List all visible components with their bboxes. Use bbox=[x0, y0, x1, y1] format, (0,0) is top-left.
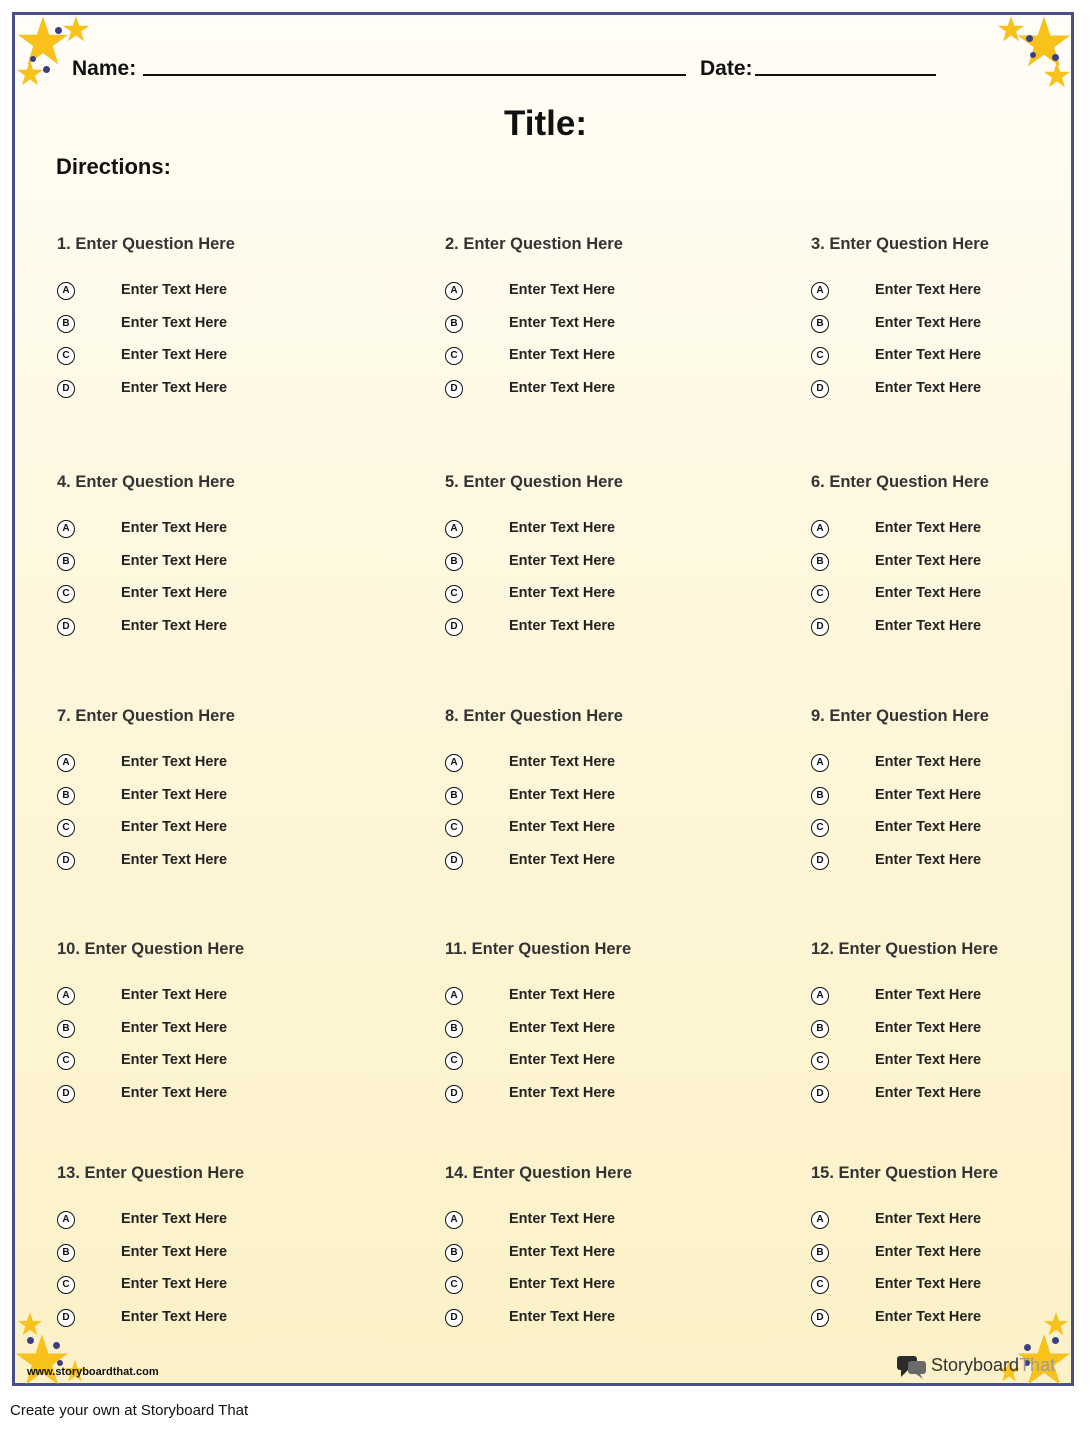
answer-option[interactable] bbox=[811, 380, 1091, 402]
star-icon bbox=[1018, 16, 1070, 68]
answer-bubble[interactable]: A bbox=[811, 520, 829, 538]
question-title: 6. Enter Question Here bbox=[811, 473, 989, 491]
question-title: 9. Enter Question Here bbox=[811, 707, 989, 725]
answer-text: Enter Text Here bbox=[121, 282, 228, 298]
answer-bubble[interactable]: A bbox=[57, 282, 75, 300]
answer-option[interactable] bbox=[811, 1244, 1091, 1266]
answer-text: Enter Text Here bbox=[875, 819, 982, 835]
dot-decoration bbox=[1026, 35, 1033, 42]
answer-option[interactable] bbox=[445, 520, 765, 542]
answer-option[interactable] bbox=[445, 987, 765, 1009]
answer-text: Enter Text Here bbox=[121, 1308, 228, 1325]
answer-option[interactable] bbox=[445, 315, 765, 337]
dot-decoration bbox=[1030, 52, 1036, 58]
answer-option[interactable] bbox=[57, 787, 377, 809]
answer-text: Enter Text Here bbox=[509, 282, 616, 298]
answer-bubble[interactable]: C bbox=[811, 585, 829, 603]
answer-text: Enter Text Here bbox=[509, 754, 616, 770]
answer-option[interactable] bbox=[445, 1276, 765, 1298]
answer-bubble[interactable]: A bbox=[811, 282, 829, 300]
answer-option[interactable] bbox=[57, 754, 377, 776]
answer-text: Enter Text Here bbox=[509, 617, 616, 634]
answer-text: Enter Text Here bbox=[121, 754, 228, 770]
answer-option[interactable] bbox=[445, 618, 765, 640]
answer-text: Enter Text Here bbox=[509, 1243, 616, 1260]
answer-option[interactable] bbox=[445, 1244, 765, 1266]
star-icon bbox=[1044, 62, 1070, 88]
answer-bubble[interactable]: B bbox=[57, 1020, 75, 1038]
watermark-url: www.storyboardthat.com bbox=[27, 1366, 159, 1378]
answer-text: Enter Text Here bbox=[509, 1084, 616, 1101]
speech-bubbles-icon bbox=[896, 1354, 928, 1380]
answer-text: Enter Text Here bbox=[121, 347, 228, 363]
answer-bubble[interactable]: B bbox=[445, 315, 463, 333]
answer-bubble[interactable]: B bbox=[811, 315, 829, 333]
answer-option[interactable] bbox=[811, 553, 1091, 575]
answer-text: Enter Text Here bbox=[509, 520, 616, 536]
directions-label: Directions: bbox=[56, 154, 171, 179]
answer-bubble[interactable]: A bbox=[445, 1211, 463, 1229]
answer-text: Enter Text Here bbox=[121, 1084, 228, 1101]
answer-text: Enter Text Here bbox=[121, 851, 228, 868]
page-title: Title: bbox=[504, 104, 587, 143]
question-title: 13. Enter Question Here bbox=[57, 1164, 245, 1182]
answer-text: Enter Text Here bbox=[875, 786, 982, 803]
answer-bubble[interactable]: A bbox=[57, 754, 75, 772]
question-10 bbox=[57, 940, 387, 1140]
answer-bubble[interactable]: B bbox=[445, 553, 463, 571]
question-title: 3. Enter Question Here bbox=[811, 235, 989, 253]
answer-option[interactable] bbox=[811, 819, 1091, 841]
answer-text: Enter Text Here bbox=[875, 282, 982, 298]
answer-text: Enter Text Here bbox=[509, 1211, 616, 1227]
answer-bubble[interactable]: B bbox=[57, 315, 75, 333]
answer-text: Enter Text Here bbox=[875, 987, 982, 1003]
answer-option[interactable] bbox=[57, 1020, 377, 1042]
answer-option[interactable] bbox=[57, 618, 377, 640]
answer-text: Enter Text Here bbox=[121, 1276, 228, 1292]
answer-text: Enter Text Here bbox=[121, 1052, 228, 1068]
answer-option[interactable] bbox=[445, 1309, 765, 1331]
answer-bubble[interactable]: C bbox=[57, 819, 75, 837]
question-15 bbox=[811, 1164, 1091, 1364]
answer-text: Enter Text Here bbox=[875, 617, 982, 634]
answer-text: Enter Text Here bbox=[875, 585, 982, 601]
question-11 bbox=[445, 940, 775, 1140]
answer-text: Enter Text Here bbox=[121, 1211, 228, 1227]
answer-option[interactable] bbox=[811, 315, 1091, 337]
dot-decoration bbox=[55, 27, 62, 34]
answer-option[interactable] bbox=[57, 1276, 377, 1298]
answer-text: Enter Text Here bbox=[509, 851, 616, 868]
answer-text: Enter Text Here bbox=[121, 617, 228, 634]
question-title: 15. Enter Question Here bbox=[811, 1164, 999, 1182]
answer-option[interactable] bbox=[57, 987, 377, 1009]
answer-option[interactable] bbox=[811, 1052, 1091, 1074]
answer-option[interactable] bbox=[445, 852, 765, 874]
answer-bubble[interactable]: D bbox=[57, 852, 75, 870]
answer-text: Enter Text Here bbox=[509, 552, 616, 569]
question-title: 14. Enter Question Here bbox=[445, 1164, 633, 1182]
answer-text: Enter Text Here bbox=[875, 1308, 982, 1325]
answer-option[interactable] bbox=[445, 553, 765, 575]
answer-bubble[interactable]: B bbox=[811, 787, 829, 805]
answer-bubble[interactable]: D bbox=[445, 1085, 463, 1103]
answer-bubble[interactable]: B bbox=[57, 1244, 75, 1262]
question-8 bbox=[445, 707, 775, 907]
answer-option[interactable] bbox=[445, 282, 765, 304]
answer-bubble[interactable]: C bbox=[57, 585, 75, 603]
answer-bubble[interactable]: C bbox=[57, 1052, 75, 1070]
answer-bubble[interactable]: B bbox=[445, 1020, 463, 1038]
answer-option[interactable] bbox=[57, 1244, 377, 1266]
answer-text: Enter Text Here bbox=[121, 552, 228, 569]
brand-name: StoryboardThat bbox=[931, 1355, 1056, 1375]
question-title: 8. Enter Question Here bbox=[445, 707, 623, 725]
answer-bubble[interactable]: A bbox=[445, 520, 463, 538]
answer-option[interactable] bbox=[811, 618, 1091, 640]
answer-option[interactable] bbox=[57, 282, 377, 304]
answer-bubble[interactable]: B bbox=[811, 1244, 829, 1262]
answer-bubble[interactable]: D bbox=[57, 1085, 75, 1103]
answer-bubble[interactable]: C bbox=[811, 1052, 829, 1070]
answer-option[interactable] bbox=[811, 852, 1091, 874]
dot-decoration bbox=[1052, 54, 1059, 61]
answer-text: Enter Text Here bbox=[509, 1308, 616, 1325]
answer-bubble[interactable]: A bbox=[445, 987, 463, 1005]
date-input-line[interactable] bbox=[755, 74, 936, 76]
answer-bubble[interactable]: A bbox=[811, 1211, 829, 1229]
answer-text: Enter Text Here bbox=[121, 1019, 228, 1036]
answer-option[interactable] bbox=[57, 380, 377, 402]
answer-text: Enter Text Here bbox=[875, 1276, 982, 1292]
answer-text: Enter Text Here bbox=[875, 552, 982, 569]
answer-text: Enter Text Here bbox=[875, 520, 982, 536]
star-icon bbox=[18, 1312, 42, 1336]
answer-text: Enter Text Here bbox=[875, 379, 982, 396]
question-9 bbox=[811, 707, 1091, 907]
answer-bubble[interactable]: C bbox=[445, 1276, 463, 1294]
answer-option[interactable] bbox=[57, 347, 377, 369]
answer-bubble[interactable]: B bbox=[57, 553, 75, 571]
question-5 bbox=[445, 473, 775, 673]
star-icon bbox=[17, 60, 43, 86]
answer-text: Enter Text Here bbox=[875, 1211, 982, 1227]
answer-bubble[interactable]: D bbox=[811, 852, 829, 870]
answer-text: Enter Text Here bbox=[875, 851, 982, 868]
answer-option[interactable] bbox=[811, 1309, 1091, 1331]
dot-decoration bbox=[27, 1337, 34, 1344]
answer-bubble[interactable]: C bbox=[445, 585, 463, 603]
dot-decoration bbox=[30, 56, 36, 62]
answer-text: Enter Text Here bbox=[121, 987, 228, 1003]
answer-option[interactable] bbox=[57, 553, 377, 575]
answer-bubble[interactable]: A bbox=[445, 282, 463, 300]
answer-option[interactable] bbox=[445, 1211, 765, 1233]
star-icon bbox=[998, 16, 1024, 42]
answer-text: Enter Text Here bbox=[121, 786, 228, 803]
answer-option[interactable] bbox=[57, 852, 377, 874]
answer-option[interactable] bbox=[57, 819, 377, 841]
answer-bubble[interactable]: D bbox=[811, 618, 829, 636]
answer-text: Enter Text Here bbox=[509, 1019, 616, 1036]
answer-text: Enter Text Here bbox=[509, 314, 616, 331]
answer-text: Enter Text Here bbox=[121, 1243, 228, 1260]
answer-bubble[interactable]: D bbox=[445, 852, 463, 870]
answer-text: Enter Text Here bbox=[509, 585, 616, 601]
answer-bubble[interactable]: A bbox=[811, 987, 829, 1005]
answer-bubble[interactable]: B bbox=[445, 787, 463, 805]
question-title: 12. Enter Question Here bbox=[811, 940, 999, 958]
question-13 bbox=[57, 1164, 387, 1364]
answer-option[interactable] bbox=[811, 347, 1091, 369]
footer-link[interactable]: Create your own at Storyboard That bbox=[10, 1402, 249, 1419]
answer-text: Enter Text Here bbox=[509, 987, 616, 1003]
question-title: 2. Enter Question Here bbox=[445, 235, 623, 253]
answer-option[interactable] bbox=[811, 754, 1091, 776]
answer-option[interactable] bbox=[57, 1052, 377, 1074]
answer-bubble[interactable]: C bbox=[57, 1276, 75, 1294]
date-label: Date: bbox=[700, 57, 753, 80]
storyboardthat-logo bbox=[896, 1352, 1066, 1380]
answer-bubble[interactable]: D bbox=[57, 618, 75, 636]
answer-option[interactable] bbox=[811, 520, 1091, 542]
answer-option[interactable] bbox=[811, 282, 1091, 304]
answer-text: Enter Text Here bbox=[875, 1019, 982, 1036]
answer-bubble[interactable]: C bbox=[57, 347, 75, 365]
answer-bubble[interactable]: A bbox=[811, 754, 829, 772]
answer-bubble[interactable]: D bbox=[811, 1085, 829, 1103]
question-title: 11. Enter Question Here bbox=[445, 940, 632, 958]
answer-option[interactable] bbox=[57, 585, 377, 607]
question-title: 10. Enter Question Here bbox=[57, 940, 245, 958]
question-12 bbox=[811, 940, 1091, 1140]
answer-option[interactable] bbox=[811, 585, 1091, 607]
question-2 bbox=[445, 235, 775, 435]
answer-option[interactable] bbox=[57, 315, 377, 337]
answer-text: Enter Text Here bbox=[875, 1052, 982, 1068]
answer-bubble[interactable]: B bbox=[811, 553, 829, 571]
answer-option[interactable] bbox=[445, 754, 765, 776]
answer-text: Enter Text Here bbox=[509, 1276, 616, 1292]
answer-text: Enter Text Here bbox=[121, 314, 228, 331]
answer-bubble[interactable]: A bbox=[57, 520, 75, 538]
answer-bubble[interactable]: D bbox=[445, 380, 463, 398]
answer-option[interactable] bbox=[57, 1085, 377, 1107]
answer-bubble[interactable]: D bbox=[445, 618, 463, 636]
answer-option[interactable] bbox=[57, 520, 377, 542]
answer-text: Enter Text Here bbox=[121, 379, 228, 396]
answer-text: Enter Text Here bbox=[875, 314, 982, 331]
question-3 bbox=[811, 235, 1091, 435]
answer-option[interactable] bbox=[811, 1211, 1091, 1233]
answer-option[interactable] bbox=[445, 585, 765, 607]
answer-text: Enter Text Here bbox=[509, 786, 616, 803]
answer-option[interactable] bbox=[57, 1309, 377, 1331]
answer-bubble[interactable]: D bbox=[57, 1309, 75, 1327]
answer-text: Enter Text Here bbox=[121, 585, 228, 601]
question-title: 1. Enter Question Here bbox=[57, 235, 235, 253]
answer-option[interactable] bbox=[57, 1211, 377, 1233]
answer-option[interactable] bbox=[811, 1085, 1091, 1107]
question-14 bbox=[445, 1164, 775, 1364]
question-title: 7. Enter Question Here bbox=[57, 707, 235, 725]
answer-bubble[interactable]: A bbox=[57, 1211, 75, 1229]
answer-text: Enter Text Here bbox=[509, 819, 616, 835]
answer-text: Enter Text Here bbox=[121, 819, 228, 835]
answer-bubble[interactable]: D bbox=[445, 1309, 463, 1327]
answer-option[interactable] bbox=[445, 1052, 765, 1074]
question-7 bbox=[57, 707, 387, 907]
star-icon bbox=[63, 16, 89, 42]
answer-option[interactable] bbox=[811, 987, 1091, 1009]
question-4 bbox=[57, 473, 387, 673]
name-label: Name: bbox=[72, 57, 137, 80]
answer-bubble[interactable]: D bbox=[57, 380, 75, 398]
question-1 bbox=[57, 235, 387, 435]
answer-bubble[interactable]: B bbox=[57, 787, 75, 805]
answer-text: Enter Text Here bbox=[121, 520, 228, 536]
answer-text: Enter Text Here bbox=[875, 1243, 982, 1260]
answer-bubble[interactable]: B bbox=[811, 1020, 829, 1038]
answer-option[interactable] bbox=[445, 1020, 765, 1042]
answer-text: Enter Text Here bbox=[875, 754, 982, 770]
answer-option[interactable] bbox=[445, 787, 765, 809]
answer-text: Enter Text Here bbox=[875, 1084, 982, 1101]
answer-option[interactable] bbox=[445, 347, 765, 369]
answer-bubble[interactable]: C bbox=[811, 819, 829, 837]
answer-bubble[interactable]: A bbox=[57, 987, 75, 1005]
question-6 bbox=[811, 473, 1091, 673]
answer-bubble[interactable]: B bbox=[445, 1244, 463, 1262]
answer-bubble[interactable]: D bbox=[811, 380, 829, 398]
answer-option[interactable] bbox=[445, 819, 765, 841]
answer-text: Enter Text Here bbox=[509, 1052, 616, 1068]
answer-bubble[interactable]: C bbox=[811, 347, 829, 365]
answer-bubble[interactable]: C bbox=[811, 1276, 829, 1294]
answer-bubble[interactable]: C bbox=[445, 347, 463, 365]
name-input-line[interactable] bbox=[143, 74, 686, 76]
answer-text: Enter Text Here bbox=[509, 379, 616, 396]
question-title: 5. Enter Question Here bbox=[445, 473, 623, 491]
answer-option[interactable] bbox=[445, 1085, 765, 1107]
answer-bubble[interactable]: C bbox=[445, 1052, 463, 1070]
answer-text: Enter Text Here bbox=[875, 347, 982, 363]
answer-option[interactable] bbox=[811, 787, 1091, 809]
answer-option[interactable] bbox=[811, 1276, 1091, 1298]
question-title: 4. Enter Question Here bbox=[57, 473, 235, 491]
answer-bubble[interactable]: A bbox=[445, 754, 463, 772]
star-icon bbox=[18, 16, 68, 66]
answer-bubble[interactable]: D bbox=[811, 1309, 829, 1327]
answer-bubble[interactable]: C bbox=[445, 819, 463, 837]
answer-text: Enter Text Here bbox=[509, 347, 616, 363]
answer-option[interactable] bbox=[445, 380, 765, 402]
answer-option[interactable] bbox=[811, 1020, 1091, 1042]
dot-decoration bbox=[43, 66, 50, 73]
